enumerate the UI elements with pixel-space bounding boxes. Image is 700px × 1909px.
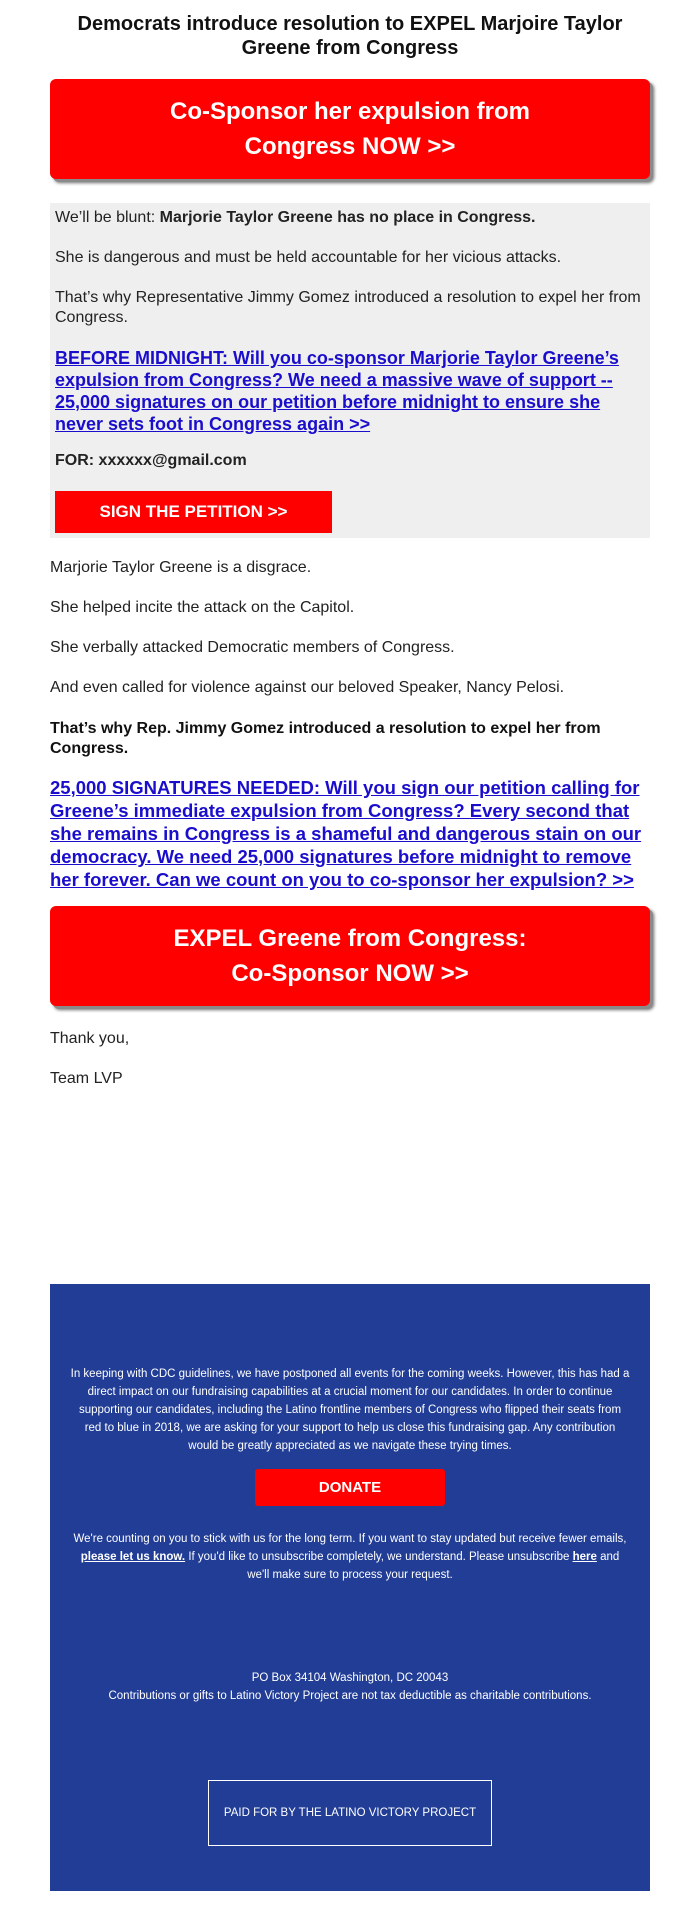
cosponsor-top-button[interactable]: Co-Sponsor her expulsion from Congress NOW >> xyxy=(50,79,650,179)
stay-text-3: and we'll make sure to process your request. xyxy=(247,1551,620,1581)
address-block xyxy=(70,1669,630,1705)
stay-text-1: We're counting on you to stick with us for the long term. If you want to stay updated but receive fewer emails, xyxy=(73,1533,627,1545)
stay-text-2: If you'd like to unsubscribe completely, we understand. Please unsubscribe xyxy=(185,1551,573,1563)
po-box-address: PO Box 34104 Washington, DC 20043 xyxy=(251,1672,449,1684)
unsubscribe-notice xyxy=(70,1530,630,1584)
for-email-line: FOR: xxxxxx@gmail.com xyxy=(55,452,247,469)
signatures-paragraph xyxy=(50,777,650,892)
blunt-prefix: We’ll be blunt: xyxy=(55,209,160,226)
capitol-line: She helped incite the attack on the Capitol. xyxy=(50,599,355,616)
pelosi-line: And even called for violence against our beloved Speaker, Nancy Pelosi. xyxy=(50,679,565,696)
tax-deductible-note: Contributions or gifts to Latino Victory Project are not tax deductible as charitable contributions. xyxy=(108,1690,592,1702)
donate-button[interactable]: DONATE xyxy=(255,1469,445,1506)
footer-panel xyxy=(50,1284,650,1891)
sign-petition-button[interactable]: SIGN THE PETITION >> xyxy=(55,491,332,533)
email-headline: Democrats introduce resolution to EXPEL Marjoire Taylor Greene from Congress xyxy=(77,13,623,59)
resolution-bold-line: That’s why Rep. Jimmy Gomez introduced a resolution to expel her from Congress. xyxy=(50,720,601,757)
gomez-paragraph: That’s why Representative Jimmy Gomez introduced a resolution to expel her from Congress. xyxy=(55,289,641,326)
dangerous-paragraph: She is dangerous and must be held accountable for her vicious attacks. xyxy=(55,249,562,266)
thank-you-line: Thank you, xyxy=(50,1030,130,1047)
blunt-bold: Marjorie Taylor Greene has no place in Congress. xyxy=(159,209,536,226)
paid-for-disclaimer: PAID FOR BY THE LATINO VICTORY PROJECT xyxy=(208,1780,492,1846)
signatures-needed-link[interactable]: 25,000 SIGNATURES NEEDED: Will you sign our petition calling for Greene’s immediate expulsion from Congress? Every second that she remains in Congress is a shameful and dangerous stain on our democracy. We need 25,000 signatures before midnight to remove her forever. Can we count on you to co-sponsor her expulsion? >> xyxy=(50,777,642,890)
let-us-know-link[interactable]: please let us know. xyxy=(80,1551,186,1563)
midnight-paragraph xyxy=(55,348,635,436)
signoff-line: Team LVP xyxy=(50,1070,123,1087)
expel-bottom-button[interactable]: EXPEL Greene from Congress: Co-Sponsor NOW >> xyxy=(50,906,650,1006)
gray-callout-box xyxy=(50,203,650,538)
cdc-notice: In keeping with CDC guidelines, we have postponed all events for the coming weeks. However, this has had a direct impact on our fundraising capabilities at a crucial moment for our candidates. In order to continue supporting our candidates, including the Latino frontline members of Congress who flipped their seats from red to blue in 2018, we are asking for your support to help us close this fundraising gap. Any contribution would be greatly appreciated as we navigate these trying times. xyxy=(70,1368,630,1452)
blunt-paragraph xyxy=(55,208,645,228)
unsubscribe-here-link[interactable]: here xyxy=(572,1551,597,1563)
disgrace-line: Marjorie Taylor Greene is a disgrace. xyxy=(50,559,312,576)
midnight-cosponsor-link[interactable]: BEFORE MIDNIGHT: Will you co-sponsor Marjorie Taylor Greene’s expulsion from Congress? We need a massive wave of support -- 25,000 signatures on our petition before midnight to ensure she never sets foot in Congress again >> xyxy=(55,348,619,434)
attacked-line: She verbally attacked Democratic members of Congress. xyxy=(50,639,455,656)
